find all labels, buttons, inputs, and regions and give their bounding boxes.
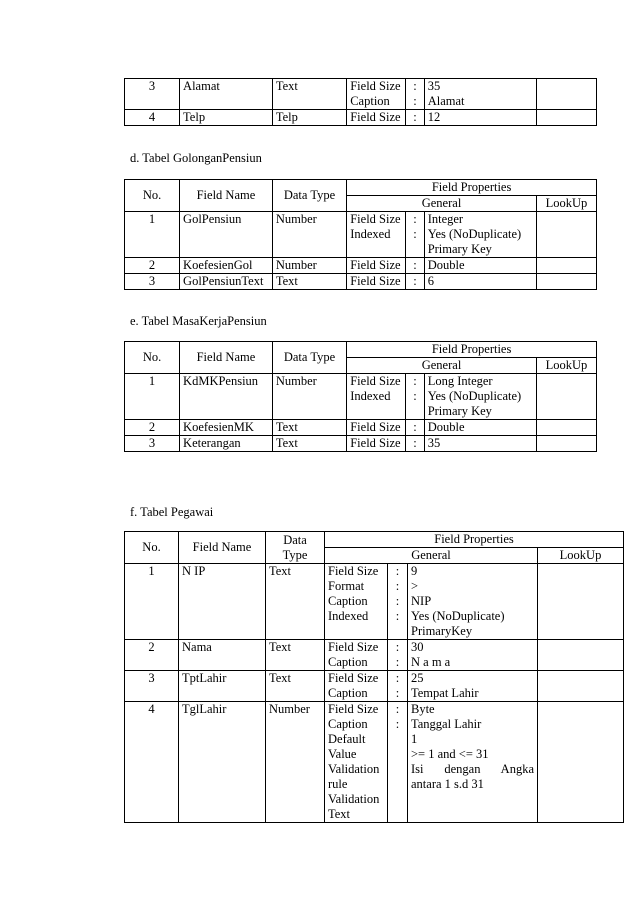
header-data-type: [266, 532, 325, 564]
property-values: [408, 640, 538, 671]
property-value: 35: [427, 79, 441, 93]
row-number: 1: [125, 212, 180, 258]
property-value: Double: [424, 420, 536, 436]
property-value: 25: [411, 671, 424, 685]
colon: :: [413, 374, 417, 388]
property-value: antara 1 s.d 31: [411, 777, 484, 791]
property-colons: [388, 640, 408, 671]
header-no: No.: [125, 532, 179, 564]
property-values: [424, 79, 536, 110]
colon: :: [406, 258, 424, 274]
property-names: [325, 640, 388, 671]
property-name: Caption: [328, 686, 368, 700]
property-names: [325, 564, 388, 640]
property-value: Yes (NoDuplicate): [427, 227, 522, 241]
colon: :: [395, 671, 400, 685]
lookup-cell: [536, 374, 596, 420]
header-data-type: Data Type: [272, 342, 346, 374]
table-row: [125, 374, 597, 420]
property-name: Field Size: [350, 79, 401, 93]
property-name: Field Size: [328, 640, 379, 654]
property-value: Alamat: [427, 94, 465, 108]
property-name: Field Size: [347, 258, 406, 274]
property-name: Caption: [328, 717, 368, 731]
table-row: [125, 212, 597, 258]
lookup-cell: [538, 702, 624, 823]
data-type: Number: [272, 212, 346, 258]
table-row: [125, 436, 597, 452]
data-type: Text: [272, 79, 346, 110]
colon: :: [406, 110, 424, 126]
table-masakerjapensiun: [124, 341, 597, 452]
property-name: Validation: [328, 762, 380, 776]
property-value: N a m a: [411, 655, 451, 669]
lookup-cell: [536, 79, 596, 110]
property-colons: [388, 564, 408, 640]
property-value: Tempat Lahir: [411, 686, 479, 700]
table-pegawai: [124, 531, 624, 823]
lookup-cell: [538, 640, 624, 671]
property-name: rule: [328, 777, 348, 791]
colon: :: [395, 640, 400, 654]
field-name: Keterangan: [180, 436, 273, 452]
lookup-cell: [538, 671, 624, 702]
property-names: [347, 374, 406, 420]
colon: :: [395, 655, 400, 669]
lookup-cell: [536, 436, 596, 452]
colon: :: [395, 686, 400, 700]
property-value: PrimaryKey: [411, 624, 473, 638]
property-value: Tanggal Lahir: [411, 717, 482, 731]
colon: :: [395, 609, 400, 623]
section-heading-f: f. Tabel Pegawai: [130, 505, 214, 519]
property-name: Value: [328, 747, 357, 761]
header-lookup: LookUp: [536, 358, 596, 374]
header-general: General: [347, 358, 537, 374]
data-type: Text: [272, 274, 346, 290]
colon: :: [395, 717, 400, 731]
row-number: 3: [125, 671, 179, 702]
colon: :: [395, 564, 400, 578]
lookup-cell: [538, 564, 624, 640]
property-name: Text: [328, 807, 351, 821]
data-type: Text: [266, 671, 325, 702]
property-name: Field Size: [350, 374, 401, 388]
property-value: Yes (NoDuplicate): [427, 389, 522, 403]
colon: :: [406, 274, 424, 290]
lookup-cell: [536, 420, 596, 436]
property-names: [347, 212, 406, 258]
colon: :: [395, 579, 400, 593]
lookup-cell: [536, 274, 596, 290]
property-name: Field Size: [347, 436, 406, 452]
header-lookup: LookUp: [538, 548, 624, 564]
property-name: Indexed: [350, 389, 391, 403]
row-number: 2: [125, 258, 180, 274]
property-values: [424, 374, 536, 420]
property-name: Indexed: [328, 609, 369, 623]
property-name: Format: [328, 579, 365, 593]
colon: :: [395, 702, 400, 716]
colon: :: [413, 94, 417, 108]
colon: :: [413, 227, 417, 241]
field-name: Nama: [179, 640, 266, 671]
property-value: Primary Key: [427, 242, 492, 256]
field-name: GolPensiunText: [180, 274, 273, 290]
header-field-properties: Field Properties: [325, 532, 624, 548]
lookup-cell: [536, 258, 596, 274]
table-row: [125, 110, 597, 126]
property-value: 9: [411, 564, 418, 578]
property-name: Caption: [328, 594, 368, 608]
property-name: Field Size: [328, 671, 379, 685]
field-name: TptLahir: [179, 671, 266, 702]
header-general: General: [325, 548, 538, 564]
data-type: Telp: [272, 110, 346, 126]
property-name: Validation: [328, 792, 380, 806]
property-value: Byte: [411, 702, 435, 716]
property-values: [408, 564, 538, 640]
property-values: [424, 212, 536, 258]
header-no: No.: [125, 342, 180, 374]
property-names: [325, 671, 388, 702]
table-row: [125, 671, 624, 702]
row-number: 3: [125, 436, 180, 452]
data-type: Text: [272, 420, 346, 436]
header-general: General: [347, 196, 537, 212]
data-type: Number: [272, 258, 346, 274]
field-name: N IP: [179, 564, 266, 640]
table-row: [125, 79, 597, 110]
colon: :: [406, 420, 424, 436]
row-number: 4: [125, 702, 179, 823]
table-row: [125, 640, 624, 671]
header-field-properties: Field Properties: [347, 180, 597, 196]
header-row: [125, 532, 624, 548]
table-row: [125, 564, 624, 640]
data-type: Number: [266, 702, 325, 823]
row-number: 1: [125, 374, 180, 420]
header-data-type-line: Data: [283, 532, 307, 547]
header-no: No.: [125, 180, 180, 212]
data-type: Text: [266, 564, 325, 640]
field-name: KoefesienGol: [180, 258, 273, 274]
table-row: [125, 258, 597, 274]
property-value: Yes (NoDuplicate): [411, 609, 505, 623]
section-heading-e: e. Tabel MasaKerjaPensiun: [130, 314, 267, 328]
property-name: Field Size: [347, 420, 406, 436]
lookup-cell: [536, 212, 596, 258]
property-values: [408, 702, 538, 823]
property-value: NIP: [411, 594, 432, 608]
property-value: 30: [411, 640, 424, 654]
field-name: GolPensiun: [180, 212, 273, 258]
field-name: Telp: [180, 110, 273, 126]
property-colons: [406, 212, 424, 258]
data-type: Text: [272, 436, 346, 452]
header-field-name: Field Name: [180, 180, 273, 212]
property-colons: [388, 702, 408, 823]
property-value: Integer: [427, 212, 464, 226]
colon: :: [413, 79, 417, 93]
table-row: [125, 420, 597, 436]
table-row: [125, 274, 597, 290]
field-name: KdMKPensiun: [180, 374, 273, 420]
field-name: Alamat: [180, 79, 273, 110]
property-name: Field Size: [347, 274, 406, 290]
property-value: Double: [424, 258, 536, 274]
property-name: Field Size: [350, 212, 401, 226]
property-value: >= 1 and <= 31: [411, 747, 489, 761]
property-names: [325, 702, 388, 823]
row-number: 4: [125, 110, 180, 126]
header-field-properties: Field Properties: [347, 342, 597, 358]
property-colons: [406, 374, 424, 420]
property-value: Primary Key: [427, 404, 492, 418]
field-name: TglLahir: [179, 702, 266, 823]
colon: :: [406, 436, 424, 452]
property-value: 35: [424, 436, 536, 452]
table-c-continuation: [124, 78, 597, 126]
row-number: 1: [125, 564, 179, 640]
section-heading-d: d. Tabel GolonganPensiun: [130, 151, 262, 165]
row-number: 3: [125, 79, 180, 110]
property-colons: [406, 79, 424, 110]
property-value: 1: [411, 732, 418, 746]
property-value: >: [411, 579, 419, 593]
row-number: 2: [125, 420, 180, 436]
field-name: KoefesienMK: [180, 420, 273, 436]
property-values: [408, 671, 538, 702]
row-number: 3: [125, 274, 180, 290]
property-value: Long Integer: [427, 374, 493, 388]
property-name: Field Size: [328, 564, 379, 578]
colon: :: [395, 594, 400, 608]
colon: :: [413, 389, 417, 403]
row-number: 2: [125, 640, 179, 671]
header-field-name: Field Name: [180, 342, 273, 374]
header-data-type: Data Type: [272, 180, 346, 212]
table-row: [125, 702, 624, 823]
header-field-name: Field Name: [179, 532, 266, 564]
data-type: Number: [272, 374, 346, 420]
colon: :: [413, 212, 417, 226]
property-name: Field Size: [347, 110, 406, 126]
property-value: 6: [424, 274, 536, 290]
header-row: [125, 342, 597, 358]
property-name: Caption: [328, 655, 368, 669]
property-name: Caption: [350, 94, 390, 108]
property-names: [347, 79, 406, 110]
data-type: Text: [266, 640, 325, 671]
property-colons: [388, 671, 408, 702]
header-data-type-line: Type: [282, 547, 308, 562]
table-golonganpensiun: [124, 179, 597, 290]
property-value: 12: [424, 110, 536, 126]
header-lookup: LookUp: [536, 196, 596, 212]
header-row: [125, 180, 597, 196]
property-name: Indexed: [350, 227, 391, 241]
lookup-cell: [536, 110, 596, 126]
property-value: Isi dengan Angka: [411, 762, 534, 776]
property-name: Default: [328, 732, 366, 746]
property-name: Field Size: [328, 702, 379, 716]
